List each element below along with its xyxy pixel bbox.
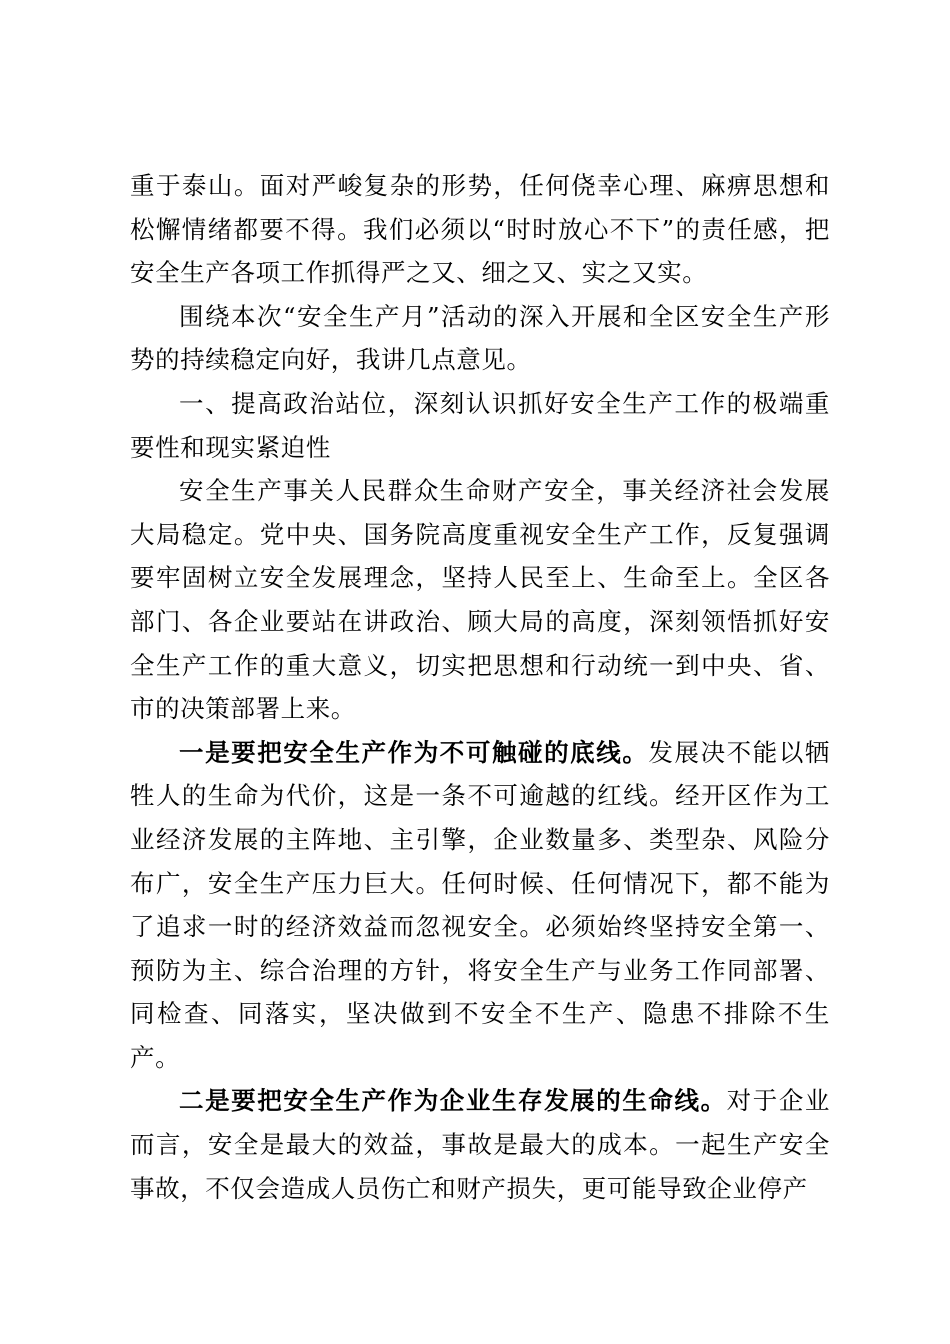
point-one-lead: 一是要把安全生产作为不可触碰的底线。 [179, 737, 649, 767]
paragraph-continuation: 重于泰山。面对严峻复杂的形势，任何侥幸心理、麻痹思想和松懈情绪都要不得。我们必须以“时时放心不下”的责任感，把安全生产各项工作抓得严之又、细之又、实之又实。 [130, 171, 830, 288]
paragraph-point-two [130, 1079, 830, 1210]
point-two-body: 对于企业而言，安全是最大的效益，事故是最大的成本。一起生产安全事故，不仅会造成人员伤亡和财产损失，更可能导致企业停产 [130, 1086, 830, 1203]
point-one-body: 发展决不能以牺牲人的生命为代价，这是一条不可逾越的红线。经开区作为工业经济发展的主阵地、主引擎，企业数量多、类型杂、风险分布广，安全生产压力巨大。任何时候、任何情况下，都不能为了追求一时的经济效益而忽视安全。必须始终坚持安全第一、预防为主、综合治理的方针，将安全生产与业务工作同部署、同检查、同落实，坚决做到不安全不生产、隐患不排除不生产。 [130, 737, 830, 1072]
point-two-lead: 二是要把安全生产作为企业生存发展的生命线。 [179, 1086, 727, 1116]
paragraph-body: 安全生产事关人民群众生命财产安全，事关经济社会发展大局稳定。党中央、国务院高度重视安全生产工作，反复强调要牢固树立安全发展理念，坚持人民至上、生命至上。全区各部门、各企业要站在讲政治、顾大局的高度，深刻领悟抓好安全生产工作的重大意义，切实把思想和行动统一到中央、省、市的决策部署上来。 [130, 476, 830, 724]
paragraph-point-one [130, 731, 830, 1080]
paragraph-intro: 围绕本次“安全生产月”活动的深入开展和全区安全生产形势的持续稳定向好，我讲几点意见。 [130, 301, 830, 375]
section-heading: 一、提高政治站位，深刻认识抓好安全生产工作的极端重要性和现实紧迫性 [130, 388, 830, 462]
document-page [130, 164, 830, 1210]
